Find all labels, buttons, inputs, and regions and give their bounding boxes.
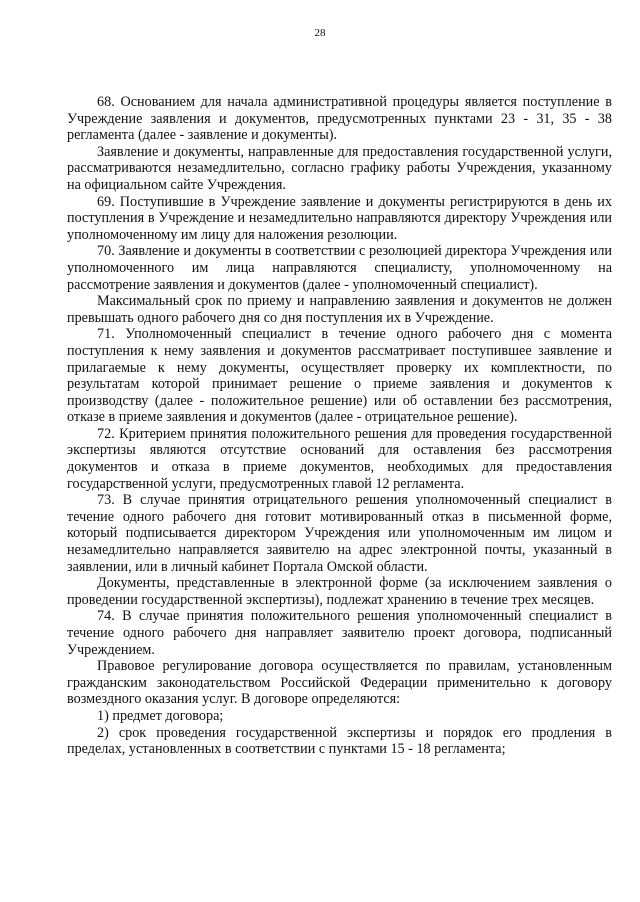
- paragraph-70: 70. Заявление и документы в соответствии с резолюцией директора Учреждения или уполномоченного им лица направляются специалисту, уполномоченному на рассмотрение заявления и документов (далее - уполномоченный специалист).: [67, 243, 612, 293]
- paragraph-70-max-term: Максимальный срок по приему и направлению заявления и документов не должен превышать одного рабочего дня со дня поступления их в Учреждение.: [67, 293, 612, 326]
- paragraph-74-legal-regulation: Правовое регулирование договора осуществляется по правилам, установленным гражданским законодательством Российской Федерации применительно к договору возмездного оказания услуг. В договоре определяются:: [67, 658, 612, 708]
- paragraph-71: 71. Уполномоченный специалист в течение одного рабочего дня с момента поступления к нему заявления и документов рассматривает поступившее заявление и прилагаемые к нему документы, осуществляет проверку их комплектности, по результатам которой принимает решение о приеме заявления и документов к производству (далее - положительное решение) или об оставлении без рассмотрения, отказе в приеме заявления и документов (далее - отрицательное решение).: [67, 326, 612, 426]
- page-number: 28: [314, 27, 326, 39]
- list-item-2: 2) срок проведения государственной экспертизы и порядок его продления в пределах, установленных в соответствии с пунктами 15 - 18 регламента;: [67, 724, 612, 758]
- paragraph-74: 74. В случае принятия положительного решения уполномоченный специалист в течение одного рабочего дня направляет заявителю проект договора, подписанный Учреждением.: [67, 608, 612, 658]
- paragraph-72: 72. Критерием принятия положительного решения для проведения государственной экспертизы являются отсутствие оснований для оставления без рассмотрения документов и отказа в приеме документов, необходимых для предоставления государственной услуги, предусмотренных главой 12 регламента.: [67, 425, 612, 492]
- paragraph-73: 73. В случае принятия отрицательного решения уполномоченный специалист в течение одного рабочего дня готовит мотивированный отказ в письменной форме, который подписывается директором Учреждения или уполномоченным им лицом и незамедлительно направляется заявителю на адрес электронной почты, указанный в заявлении, или в личный кабинет Портала Омской области.: [67, 492, 612, 575]
- paragraph-68-submission: Заявление и документы, направленные для предоставления государственной услуги, рассматриваются незамедлительно, согласно графику работы Учреждения, указанному на официальном сайте Учреждения.: [67, 143, 612, 193]
- list-item-1: 1) предмет договора;: [97, 707, 224, 724]
- paragraph-69: 69. Поступившие в Учреждение заявление и документы регистрируются в день их поступления в Учреждение и незамедлительно направляются директору Учреждения или уполномоченному им лицу для наложения резолюции.: [67, 193, 612, 243]
- document-body: [67, 94, 612, 758]
- paragraph-68: 68. Основанием для начала административной процедуры является поступление в Учреждение заявления и документов, предусмотренных пунктами 23 - 31, 35 - 38 регламента (далее - заявление и документы).: [67, 94, 612, 144]
- paragraph-73-storage: Документы, представленные в электронной форме (за исключением заявления о проведении государственной экспертизы), подлежат хранению в течение трех месяцев.: [67, 575, 612, 608]
